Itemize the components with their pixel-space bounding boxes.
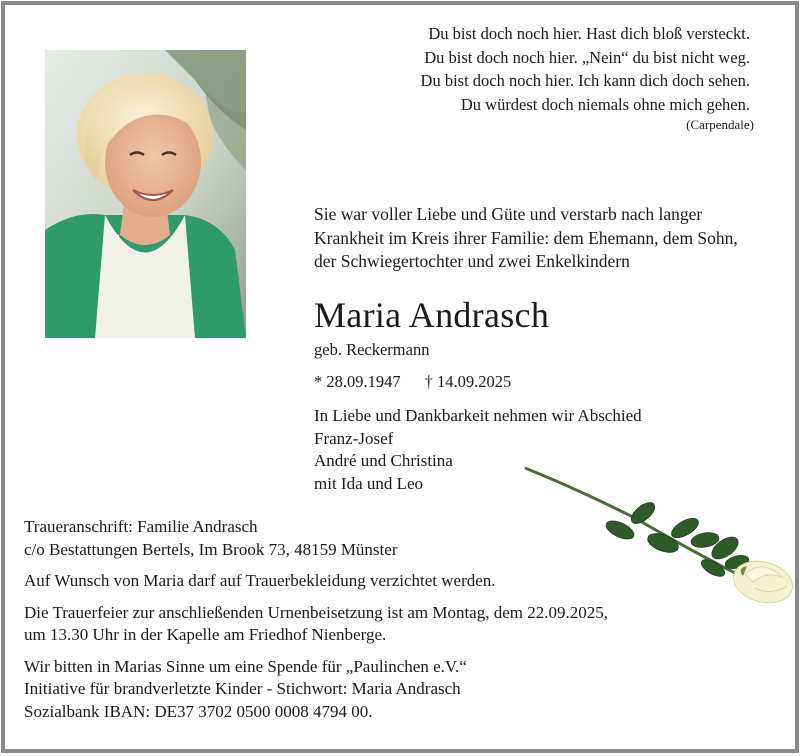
ceremony-info: [24, 602, 764, 647]
poem-line: Du bist doch noch hier. Hast dich bloß versteckt.: [428, 24, 750, 43]
portrait-illustration: [45, 50, 246, 338]
family-line: mit Ida und Leo: [314, 473, 424, 493]
birth-name: geb. Reckermann: [314, 340, 430, 359]
ceremony-line: um 13.30 Uhr in der Kapelle am Friedhof Nienberge.: [24, 625, 387, 644]
birth-date: * 28.09.1947: [314, 372, 401, 391]
contact-section: [24, 516, 764, 732]
dress-note: [24, 570, 764, 593]
poem-line: Du bist doch noch hier. „Nein“ du bist nicht weg.: [424, 47, 750, 67]
ceremony-line: Die Trauerfeier zur anschließenden Urnenbeisetzung ist am Montag, dem 22.09.2025,: [24, 602, 608, 622]
donation-line: Initiative für brandverletzte Kinder - Stichwort: Maria Andrasch: [24, 679, 461, 698]
donation-line: Wir bitten in Marias Sinne um eine Spende für „Paulinchen e.V.“: [24, 656, 467, 676]
family-line: In Liebe und Dankbarkeit nehmen wir Abschied: [314, 406, 642, 425]
dress-note-text: Auf Wunsch von Maria darf auf Trauerbekleidung verzichtet werden.: [24, 571, 496, 590]
intro-text: Sie war voller Liebe und Güte und verstarb nach langer Krankheit im Kreis ihrer Familie: dem Ehemann, dem Sohn, der Schwiegertochter und zwei Enkelkindern: [314, 204, 738, 271]
family-line: Franz-Josef: [314, 428, 394, 448]
death-date: † 14.09.2025: [424, 372, 512, 391]
donation-line: Sozialbank IBAN: DE37 3702 0500 0008 4794 00.: [24, 701, 373, 721]
address-line: c/o Bestattungen Bertels, Im Brook 73, 48159 Münster: [24, 539, 398, 559]
family-line: André und Christina: [314, 451, 453, 470]
life-dates: [314, 372, 511, 392]
deceased-name: Maria Andrasch: [314, 295, 550, 335]
donation-info: [24, 656, 764, 724]
poem-line: Du würdest doch niemals ohne mich gehen.: [460, 94, 750, 114]
mourning-address: [24, 516, 764, 561]
poem-source: (Carpendale): [686, 117, 754, 132]
poem: [330, 22, 754, 134]
address-line: Traueranschrift: Familie Andrasch: [24, 517, 258, 536]
portrait-photo: [45, 50, 246, 338]
poem-line: Du bist doch noch hier. Ich kann dich doch sehen.: [420, 71, 750, 90]
